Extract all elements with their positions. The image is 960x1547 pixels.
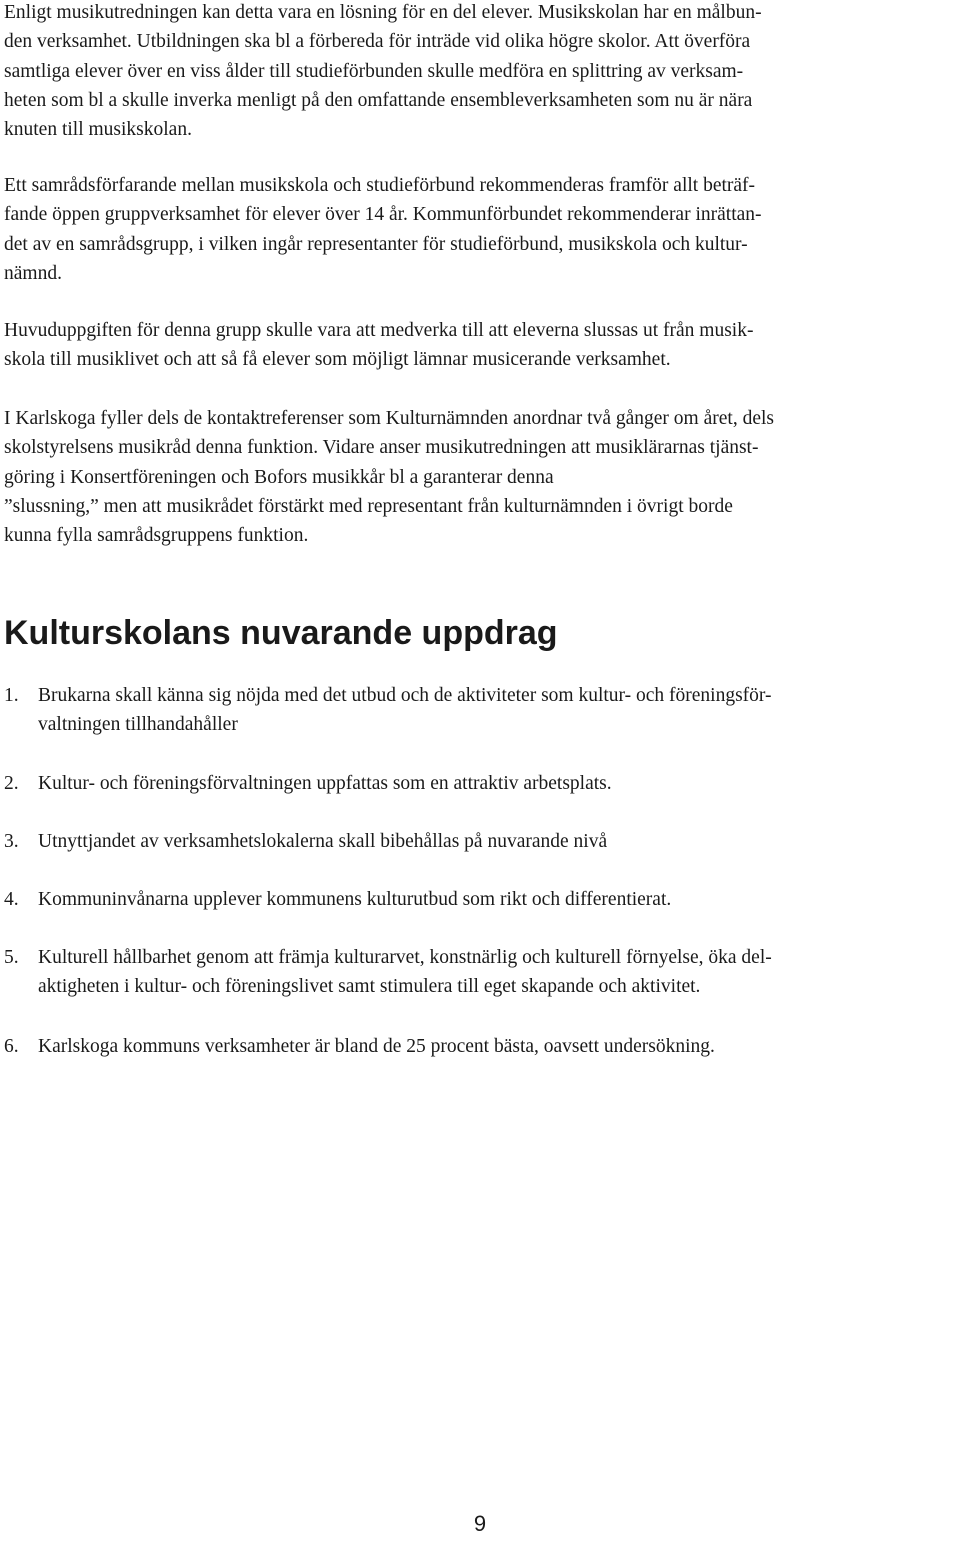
text-line: Kommuninvånarna upplever kommunens kulturutbud som rikt och differentierat.: [38, 889, 672, 910]
text-line: aktigheten i kultur- och föreningslivet samt stimulera till eget skapande och aktivitet.: [38, 976, 701, 998]
list-number: 5.: [4, 947, 19, 968]
list-number: 2.: [4, 773, 19, 794]
page-number: 9: [473, 1511, 487, 1536]
text-line: Kultur- och föreningsförvaltningen uppfattas som en attraktiv arbetsplats.: [38, 773, 612, 794]
list-text: [38, 1032, 715, 1061]
text-line: göring i Konsertföreningen och Bofors musikkår bl a garanterar denna: [4, 466, 554, 488]
text-line: Karlskoga kommuns verksamheter är bland de 25 procent bästa, oavsett undersökning.: [38, 1036, 715, 1057]
paragraph-musikutredningen: [4, 0, 960, 144]
paragraph-huvuduppgiften: [4, 316, 960, 375]
section-heading: Kulturskolans nuvarande uppdrag: [4, 614, 558, 652]
list-text: [38, 827, 607, 856]
text-line: heten som bl a skulle inverka menligt på den omfattande ensembleverksamheten som nu är nära: [4, 89, 753, 111]
text-line: kunna fylla samrådsgruppens funktion.: [4, 525, 309, 547]
text-line: samtliga elever över en viss ålder till studieförbunden skulle medföra en splittring av verksam-: [4, 60, 744, 82]
text-line: det av en samrådsgrupp, i vilken ingår representanter för studieförbund, musikskola och kultur-: [4, 233, 748, 255]
text-line: Huvuduppgiften för denna grupp skulle vara att medverka till att eleverna slussas ut från musik-: [4, 320, 754, 341]
list-text: [38, 769, 612, 798]
list-number: 3.: [4, 831, 19, 852]
list-number: 1.: [4, 685, 19, 706]
text-line: fande öppen gruppverksamhet för elever över 14 år. Kommunförbundet rekommenderar inrättan-: [4, 204, 762, 226]
text-line: ”slussning,” men att musikrådet förstärkt med representant från kulturnämnden i övrigt borde: [4, 495, 733, 517]
text-line: Brukarna skall känna sig nöjda med det utbud och de aktiviteter som kultur- och föreningsför-: [38, 685, 772, 706]
text-line: Utnyttjandet av verksamhetslokalerna skall bibehållas på nuvarande nivå: [38, 831, 608, 852]
list-number: 4.: [4, 889, 19, 910]
text-line: den verksamhet. Utbildningen ska bl a förbereda för inträde vid olika högre skolor. Att överföra: [4, 31, 751, 53]
text-line: I Karlskoga fyller dels de kontaktreferenser som Kulturnämnden anordnar två gånger om året, dels: [4, 408, 774, 429]
list-text: [38, 681, 772, 740]
text-line: nämnd.: [4, 262, 62, 284]
paragraph-karlskoga: [4, 404, 960, 550]
text-line: Ett samrådsförfarande mellan musikskola och studieförbund rekommenderas framför allt beträf-: [4, 175, 756, 196]
list-text: [38, 885, 671, 914]
list-number: 6.: [4, 1036, 19, 1057]
text-line: skola till musiklivet och att så få elever som möjligt lämnar musicerande verksamhet.: [4, 349, 671, 371]
text-line: Kulturell hållbarhet genom att främja kulturarvet, konstnärlig och kulturell förnyelse, öka del-: [38, 947, 772, 968]
text-line: skolstyrelsens musikråd denna funktion. Vidare anser musikutredningen att musiklärarnas tjänst-: [4, 437, 759, 459]
text-line: Enligt musikutredningen kan detta vara en lösning för en del elever. Musikskolan har en målbun-: [4, 2, 762, 23]
list-text: [38, 943, 772, 1002]
text-line: valtningen tillhandahåller: [38, 714, 238, 736]
paragraph-samradsforfarande: [4, 171, 960, 288]
text-line: knuten till musikskolan.: [4, 119, 192, 141]
